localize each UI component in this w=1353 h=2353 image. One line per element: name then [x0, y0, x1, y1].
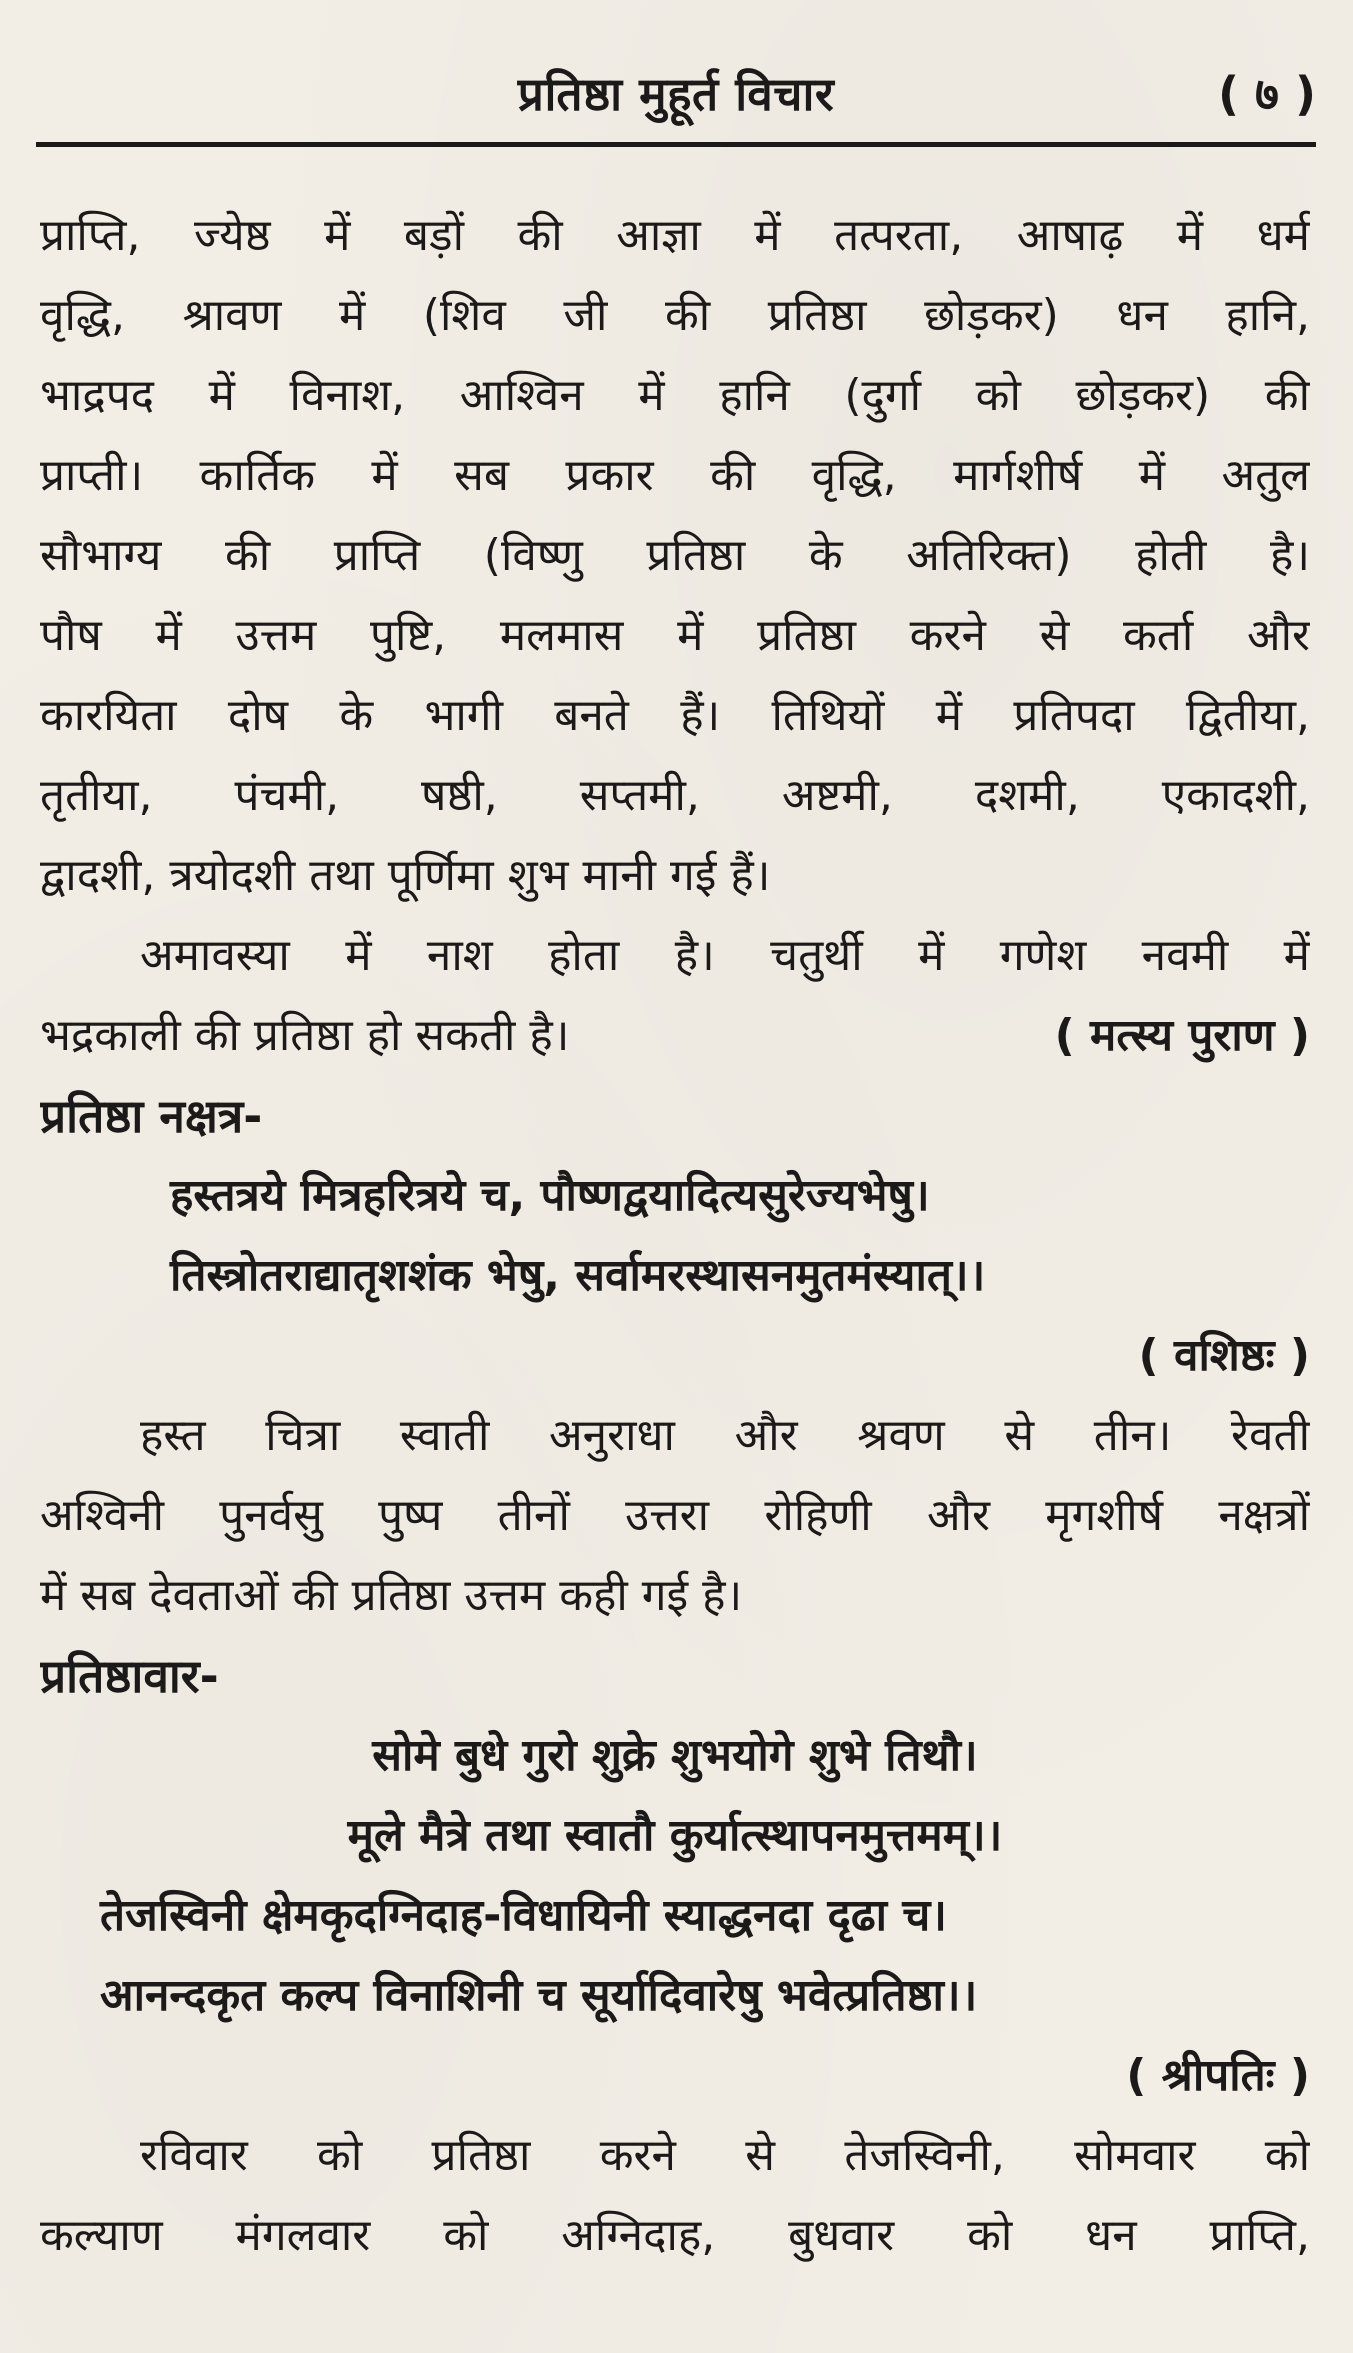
- verse-line: तेजस्विनी क्षेमकृदग्निदाह-विधायिनी स्याद्धनदा दृढा च।: [100, 1890, 947, 1941]
- verse-line: हस्तत्रये मित्रहरित्रये च, पौष्णद्वयादित्यसुरेज्यभेषु।: [170, 1170, 930, 1221]
- citation-shripati: ( श्रीपतिः ): [1126, 2050, 1310, 2101]
- header-rule: [36, 142, 1316, 147]
- verse-line: आनन्दकृत कल्प विनाशिनी च सूर्यादिवारेषु भवेत्प्रतिष्ठा।।: [100, 1970, 978, 2021]
- section-heading-var: प्रतिष्ठावार-: [40, 1649, 219, 1703]
- text-line: तृतीया, पंचमी, षष्ठी, सप्तमी, अष्टमी, दशमी, एकादशी,: [40, 770, 1310, 821]
- verse-line: सोमे बुधे गुरो शुक्रे शुभयोगे शुभे तिथौ।: [372, 1730, 978, 1781]
- text-line: सौभाग्य की प्राप्ति (विष्णु प्रतिष्ठा के अतिरिक्त) होती है।: [40, 530, 1310, 581]
- text-line: प्राप्ती। कार्तिक में सब प्रकार की वृद्धि, मार्गशीर्ष में अतुल: [40, 450, 1310, 501]
- running-title: प्रतिष्ठा मुहूर्त विचार: [517, 67, 835, 121]
- text-line: अश्विनी पुनर्वसु पुष्प तीनों उत्तरा रोहिणी और मृगशीर्ष नक्षत्रों: [40, 1490, 1310, 1541]
- citation-vashishtha: ( वशिष्ठः ): [1138, 1330, 1310, 1381]
- citation-matsya-purana: ( मत्स्य पुराण ): [1054, 1010, 1310, 1061]
- text-line: द्वादशी, त्रयोदशी तथा पूर्णिमा शुभ मानी गई हैं।: [40, 850, 771, 901]
- text-line: प्राप्ति, ज्येष्ठ में बड़ों की आज्ञा में तत्परता, आषाढ़ में धर्म: [40, 210, 1310, 261]
- text-line: पौष में उत्तम पुष्टि, मलमास में प्रतिष्ठा करने से कर्ता और: [40, 610, 1310, 661]
- text-fragment: भद्रकाली की प्रतिष्ठा हो सकती है।: [40, 1010, 570, 1061]
- verse-line: मूले मैत्रे तथा स्वातौ कुर्यात्स्थापनमुत्तमम्।।: [347, 1810, 1003, 1861]
- text-line: वृद्धि, श्रावण में (शिव जी की प्रतिष्ठा छोड़कर) धन हानि,: [40, 290, 1310, 341]
- text-line: कल्याण मंगलवार को अग्निदाह, बुधवार को धन प्राप्ति,: [40, 2210, 1310, 2261]
- verse-line: तिस्त्रोतराद्यातृशशंक भेषु, सर्वामरस्थासनमुतमंस्यात्।।: [170, 1250, 986, 1301]
- page-body: [40, 196, 1310, 2276]
- text-line: कारयिता दोष के भागी बनते हैं। तिथियों में प्रतिपदा द्वितीया,: [40, 690, 1310, 741]
- text-line: रविवार को प्रतिष्ठा करने से तेजस्विनी, सोमवार को: [140, 2130, 1310, 2181]
- text-line: में सब देवताओं की प्रतिष्ठा उत्तम कही गई है।: [40, 1570, 743, 1621]
- text-line-with-citation: [40, 996, 1310, 1076]
- section-heading-nakshatra: प्रतिष्ठा नक्षत्र-: [40, 1089, 263, 1143]
- text-line: हस्त चित्रा स्वाती अनुराधा और श्रवण से तीन। रेवती: [140, 1410, 1310, 1461]
- page-header: [36, 58, 1316, 130]
- text-line: भाद्रपद में विनाश, आश्विन में हानि (दुर्गा को छोड़कर) की: [40, 370, 1310, 421]
- page-number: ( ७ ): [1218, 67, 1316, 121]
- text-line: अमावस्या में नाश होता है। चतुर्थी में गणेश नवमी में: [140, 930, 1310, 981]
